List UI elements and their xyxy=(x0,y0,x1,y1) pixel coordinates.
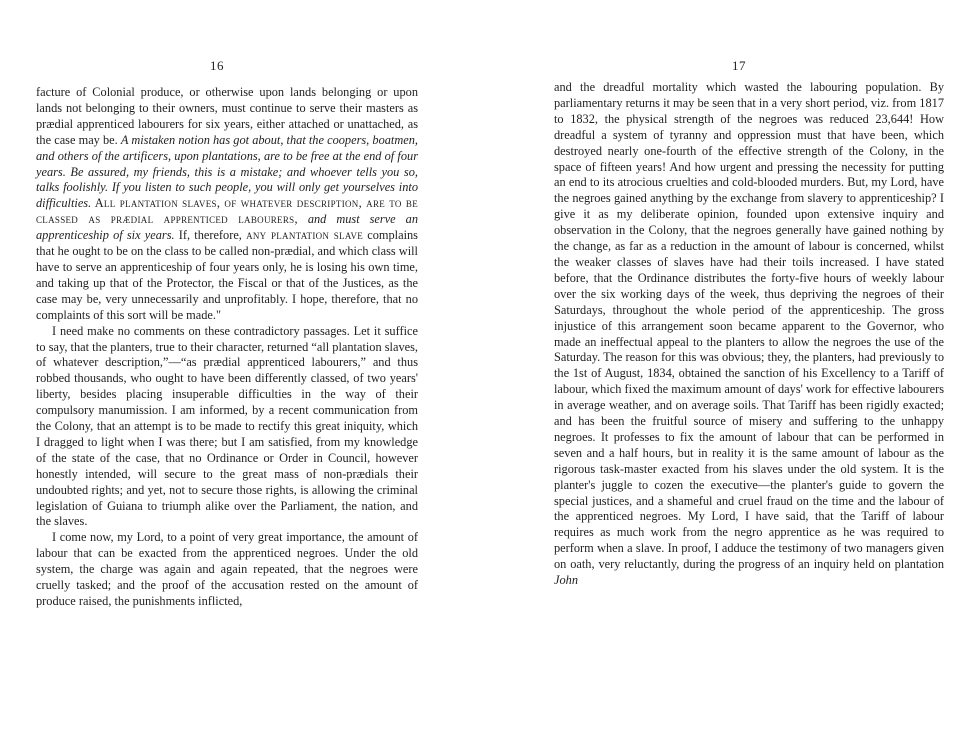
text-run: complains that he ought to be on the class to be called non-prædial, and which class will have to serve an apprenticeship of four years only, he is losing his own time, and taking up that of the Protector, the Fiscal or that of the Justices, as the case may be, very unnecessarily and unprofitably. I hope, therefore, that no complaints of this sort will be made." xyxy=(36,228,418,322)
page-number-left: 16 xyxy=(210,58,224,73)
paragraph: I need make no comments on these contradictory passages. Let it suffice to say, that the planters, true to their character, returned “all plantation slaves, of whatever description,”—“as prædial apprenticed labourers,” and thus robbed thousands, who ought to have been differently classed, of two years' liberty, besides placing insuperable difficulties in the way of their compulsory manumission. I am informed, by a recent communication from the Colony, that an attempt is to be made to rectify this great iniquity, which I dragged to light when I was there; but I am satisfied, from my knowledge of the state of the case, that no Ordinance or Order in Council, however honestly intended, will secure to the great mass of non-prædials their undoubted rights; and yet, not to secure those rights, is allowing the criminal legislation of Guiana to triumph alike over the Parliament, the nation, and the slaves. xyxy=(36,323,418,529)
text-run: and the dreadful mortality which wasted the labouring population. By parliamentary returns it may be seen that in a very short period, viz. from 1817 to 1832, the physical strength of the negroes was reduced 23,644! How dreadful a system of tyranny and oppression must that have been, which destroyed nearly one-fourth of the effective strength of the Colony, in the space of fifteen years! And how urgent and pressing the necessity for putting an end to its atrocious cruelties and cold-blooded murders. But, my Lord, have the negroes gained anything by the exchange from slavery to apprenticeship? I give it as my deliberate opinion, founded upon extensive inquiry and observation in the Colony, that the negroes generally have gained nothing by the change, as far as a reduction in the amount of labour is concerned, whilst the weaker classes of slaves have had their toils increased. I have stated before, that the Ordinance distributes the forty-five hours of weekly labour over the six working days of the week, thus depriving the negroes of their Saturdays, throughout the whole period of the apprenticeship. The gross injustice of this arrangement soon became apparent to the Governor, who made an ineffectual appeal to the planters to allow the negroes the use of the Saturday. The reason for this was obvious; they, the planters, had previously to the 1st of August, 1834, obtained the sanction of his Excellency to a Tariff of labour, which fixed the maximum amount of days' work for effective labourers in average weather, and on average soils. That Tariff has been rigidly exacted; and has been the fruitful source of misery and suffering to the unhappy negroes. It professes to fix the amount of labour that can be performed in seven and a half hours, but in reality it is the same amount of labour as the rigorous task-master exacted from his slaves under the old system. It is the planter's juggle to cozen the executive—the planter's guide to govern the special justices, and a shameful and cruel fraud on the time and the labour of the apprenticed negroes. My Lord, I have said, that the Tariff of labour requires as much work from the negro apprentice as he was required to perform when a slave. In proof, I adduce the testimony of two managers given on oath, very reluctantly, during the progress of an inquiry held on plantation xyxy=(554,80,944,572)
text-run: If, therefore, xyxy=(174,228,247,243)
italic-run: A mistaken notion has got about, that the coopers, boatmen, and others of the artificers, upon plantations, are to be free at the end of four years. Be assured, my friends, this is a mistake; and whoever tells you so, talks foolishly. If you listen to such people, you will only get yourselves into difficulties. xyxy=(36,132,418,211)
italic-run: and must serve an apprenticeship of six years. xyxy=(36,212,418,243)
right-page-text xyxy=(554,80,944,589)
small-caps-run: any plantation slave xyxy=(246,228,364,243)
paragraph xyxy=(36,85,418,324)
small-caps-run: All plantation slaves, of whatever description, are to be classed as prædial apprenticed labourers, xyxy=(36,196,418,227)
paragraph: I come now, my Lord, to a point of very great importance, the amount of labour that can be exacted from the apprenticed negroes. Under the old system, the charge was again and again repeated, that the negroes were cruelly tasked; and the proof of the accusation rested on the amount of produce raised, the punishments inflicted, xyxy=(36,530,418,608)
right-page xyxy=(490,0,980,729)
page-number-right: 17 xyxy=(732,58,746,73)
italic-run: John xyxy=(554,573,578,588)
text-run: facture of Colonial produce, or otherwise upon lands belonging or upon lands not belonging to their owners, must continue to serve their masters as prædial apprenticed labourers for six years, either attached or unattached, as the case may be. xyxy=(36,85,418,147)
paragraph xyxy=(554,80,944,589)
left-page-text xyxy=(36,85,418,610)
